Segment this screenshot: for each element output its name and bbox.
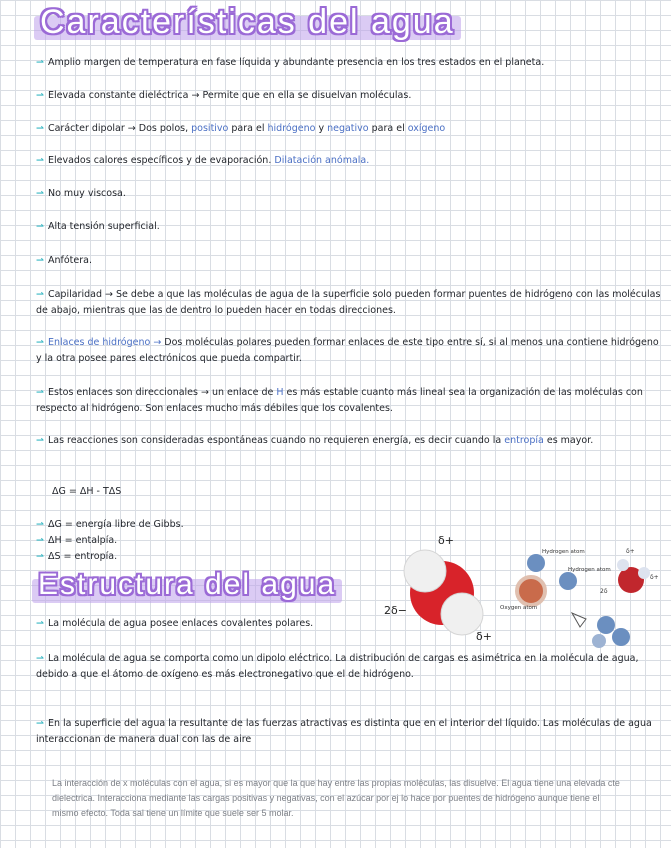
hydrogen-atom <box>617 559 629 571</box>
definition: ⇀ ΔG = energía libre de Gibbs. <box>36 519 184 530</box>
arrow-icon: ⇀ <box>36 221 44 232</box>
list-item: ⇀ Las reacciones son consideradas espontáneas cuando no requieren energía, es decir cuando la entropía es mayor. <box>36 435 594 446</box>
arrow-icon: ⇀ <box>36 519 44 530</box>
arrow-icon: ⇀ <box>36 718 44 729</box>
gibbs-equation: ΔG = ΔH - TΔS <box>52 486 122 497</box>
hydrogen-atom <box>612 628 630 646</box>
hydrogen-atom <box>559 572 577 590</box>
hydrogen-atom <box>527 554 545 572</box>
list-item: ⇀ Estos enlaces son direccionales → un enlace de H es más estable cuanto más lineal sea la organización de las moléculas con respecto al hidrógeno. Son enlaces mucho más débiles que los covalentes. <box>36 387 643 414</box>
list-item: ⇀ Enlaces de hidrógeno → Dos moléculas polares pueden formar enlaces de este tipo entre sí, si al menos una contiene hidrógeno y la otra posee pares electrónicos que pueda compartir. <box>36 337 659 364</box>
hydrogen-atom <box>441 593 483 635</box>
arrow-icon: ⇀ <box>36 653 44 664</box>
delta-plus-bottom: δ+ <box>476 630 492 643</box>
delta-minus-left: 2δ− <box>384 604 407 617</box>
list-item: ⇀ Elevada constante dieléctrica → Permite que en ella se disuelvan moléculas. <box>36 90 412 101</box>
label-hydrogen: Hydrogen atom <box>542 549 585 555</box>
arrow-icon: ⇀ <box>36 337 44 348</box>
list-item: ⇀ Capilaridad → Se debe a que las moléculas de agua de la superficie solo pueden formar puentes de hidrógeno con las moléculas de abajo, mientras que las de dentro lo pueden hacer en todas direcciones. <box>36 289 661 316</box>
arrow-icon: ⇀ <box>36 90 44 101</box>
delta-plus-top: δ+ <box>438 534 454 547</box>
main-title: Características del agua <box>40 3 455 41</box>
arrow-icon: ⇀ <box>36 618 44 629</box>
arrow-icon: ⇀ <box>36 551 44 562</box>
list-item: ⇀ Anfótera. <box>36 255 92 266</box>
arrow-icon: ⇀ <box>36 57 44 68</box>
list-item: ⇀ Carácter dipolar → Dos polos, positivo para el hidrógeno y negativo para el oxígeno <box>36 123 446 134</box>
hydrogen-atom <box>597 616 615 634</box>
arrow-icon: ⇀ <box>36 289 44 300</box>
hydrogen-atom <box>592 634 606 648</box>
arrow-icon: ⇀ <box>36 255 44 266</box>
arrow-icon <box>572 613 586 627</box>
typed-note: La interacción de x moléculas con el agua, si es mayor que la que hay entre las propias moléculas, las disuelve. El agua tiene una elevada cte dielectrica. Interacciona mediante las cargas positivas y negativas, con el azúcar por ej lo hace por puentes de hidrógeno aunque tiene el mismo efecto. Toda sal tiene un límite que suele ser 5 molar. <box>52 778 620 818</box>
list-item: ⇀ Elevados calores específicos y de evaporación. Dilatación anómala. <box>36 155 370 166</box>
arrow-icon: ⇀ <box>36 123 44 134</box>
definition: ⇀ ΔH = entalpía. <box>36 535 118 546</box>
list-item: ⇀ Amplio margen de temperatura en fase líquida y abundante presencia en los tres estados en el planeta. <box>36 57 545 68</box>
atoms-diagram <box>496 545 668 650</box>
hydrogen-atom <box>638 567 650 579</box>
arrow-icon: ⇀ <box>36 155 44 166</box>
delta-plus: δ+ <box>650 574 659 581</box>
arrow-icon: ⇀ <box>36 535 44 546</box>
section-title: Estructura del agua <box>38 565 336 605</box>
list-item: ⇀ La molécula de agua posee enlaces covalentes polares. <box>36 618 314 629</box>
delta-plus: δ+ <box>626 548 635 555</box>
arrow-icon: ⇀ <box>36 435 44 446</box>
list-item: ⇀ La molécula de agua se comporta como un dipolo eléctrico. La distribución de cargas es asimétrica en la molécula de agua, debido a que el átomo de oxígeno es más electronegativo que el de hidrógeno. <box>36 653 639 680</box>
water-molecule-diagram <box>380 528 495 648</box>
label-hydrogen: Hydrogen atom <box>568 567 611 573</box>
arrow-icon: ⇀ <box>36 188 44 199</box>
hydrogen-atom <box>404 550 446 592</box>
list-item: ⇀ No muy viscosa. <box>36 188 126 199</box>
list-item: ⇀ En la superficie del agua la resultante de las fuerzas atractivas es distinta que en el interior del líquido. Las moléculas de agua interaccionan de manera dual con las de aire <box>36 718 652 745</box>
delta-minus: 2δ <box>600 588 608 595</box>
definition: ⇀ ΔS = entropía. <box>36 551 118 562</box>
oxygen-atom <box>517 577 545 605</box>
arrow-icon: ⇀ <box>36 387 44 398</box>
list-item: ⇀ Alta tensión superficial. <box>36 221 160 232</box>
label-oxygen: Oxygen atom <box>500 605 538 611</box>
